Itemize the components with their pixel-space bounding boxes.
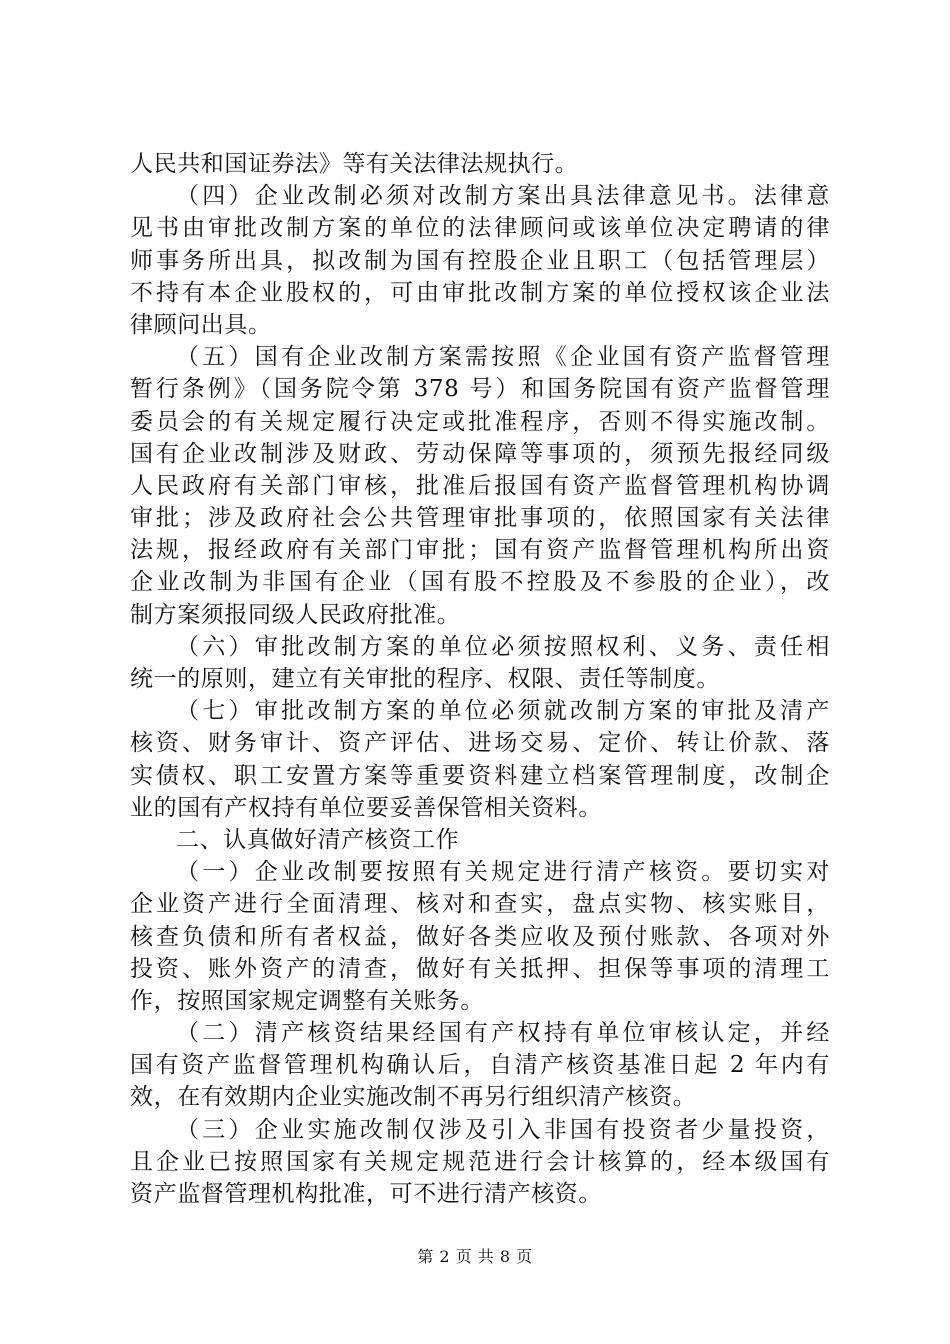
text-line: 企业改制为非国有企业（国有股不控股及不参股的企业），改 [130,569,830,596]
text-line: （二）清产核资结果经国有产权持有单位审核认定，并经 [176,1020,830,1047]
text-line: （一）企业改制要按照有关规定进行清产核资。要切实对 [176,859,830,886]
text-line: 国有企业改制涉及财政、劳动保障等事项的，须预先报经同级 [130,440,830,467]
text-line: 投资、账外资产的清查，做好有关抵押、担保等事项的清理工 [130,955,830,982]
text-line: 审批；涉及政府社会公共管理审批事项的，依照国家有关法律 [130,505,830,532]
text-line: 见书由审批改制方案的单位的法律顾问或该单位决定聘请的律 [130,215,830,242]
text-line: 法规，报经政府有关部门审批；国有资产监督管理机构所出资 [130,537,830,564]
text-line: 人民共和国证券法》等有关法律法规执行。 [130,151,579,177]
text-line: 且企业已按照国家有关规定规范进行会计核算的，经本级国有 [130,1148,830,1175]
text-line: 制方案须报同级人民政府批准。 [130,601,461,628]
page-footer [0,1244,950,1267]
text-line: 国有资产监督管理机构确认后，自清产核资基准日起 2 年内有 [130,1052,830,1079]
text-line: （七）审批改制方案的单位必须就改制方案的审批及清产 [176,698,830,725]
text-line: （四）企业改制必须对改制方案出具法律意见书。法律意 [176,183,830,210]
text-line: 作，按照国家规定调整有关账务。 [130,987,484,1014]
text-line: 师事务所出具，拟改制为国有控股企业且职工（包括管理层） [130,247,830,274]
text-line: 暂行条例》（国务院令第 378 号）和国务院国有资产监督管理 [130,376,830,403]
page-number-label: 第 2 页 共 8 页 [417,1247,533,1266]
text-line: 律顾问出具。 [130,311,272,338]
document-body [130,148,830,1210]
text-line: 委员会的有关规定履行决定或批准程序，否则不得实施改制。 [130,408,830,435]
text-line: 核查负债和所有者权益，做好各类应收及预付账款、各项对外 [130,923,830,950]
text-line: 业的国有产权持有单位要妥善保管相关资料。 [130,794,602,821]
text-line: 效，在有效期内企业实施改制不再另行组织清产核资。 [130,1084,697,1111]
text-line: 核资、财务审计、资产评估、进场交易、定价、转让价款、落 [130,730,830,757]
text-line: 资产监督管理机构批准，可不进行清产核资。 [130,1181,602,1207]
text-line: 统一的原则，建立有关审批的程序、权限、责任等制度。 [130,666,720,692]
text-line: 人民政府有关部门审核，批准后报国有资产监督管理机构协调 [130,472,830,499]
text-line: （三）企业实施改制仅涉及引入非国有投资者少量投资， [176,1116,830,1143]
text-line: 企业资产进行全面清理、核对和查实，盘点实物、核实账目， [130,891,830,918]
text-line: 不持有本企业股权的，可由审批改制方案的单位授权该企业法 [130,279,830,306]
text-line: （六）审批改制方案的单位必须按照权利、义务、责任相 [176,633,830,660]
text-line: 二、认真做好清产核资工作 [176,826,460,853]
text-line: （五）国有企业改制方案需按照《企业国有资产监督管理 [176,344,830,371]
text-line: 实债权、职工安置方案等重要资料建立档案管理制度，改制企 [130,762,830,789]
